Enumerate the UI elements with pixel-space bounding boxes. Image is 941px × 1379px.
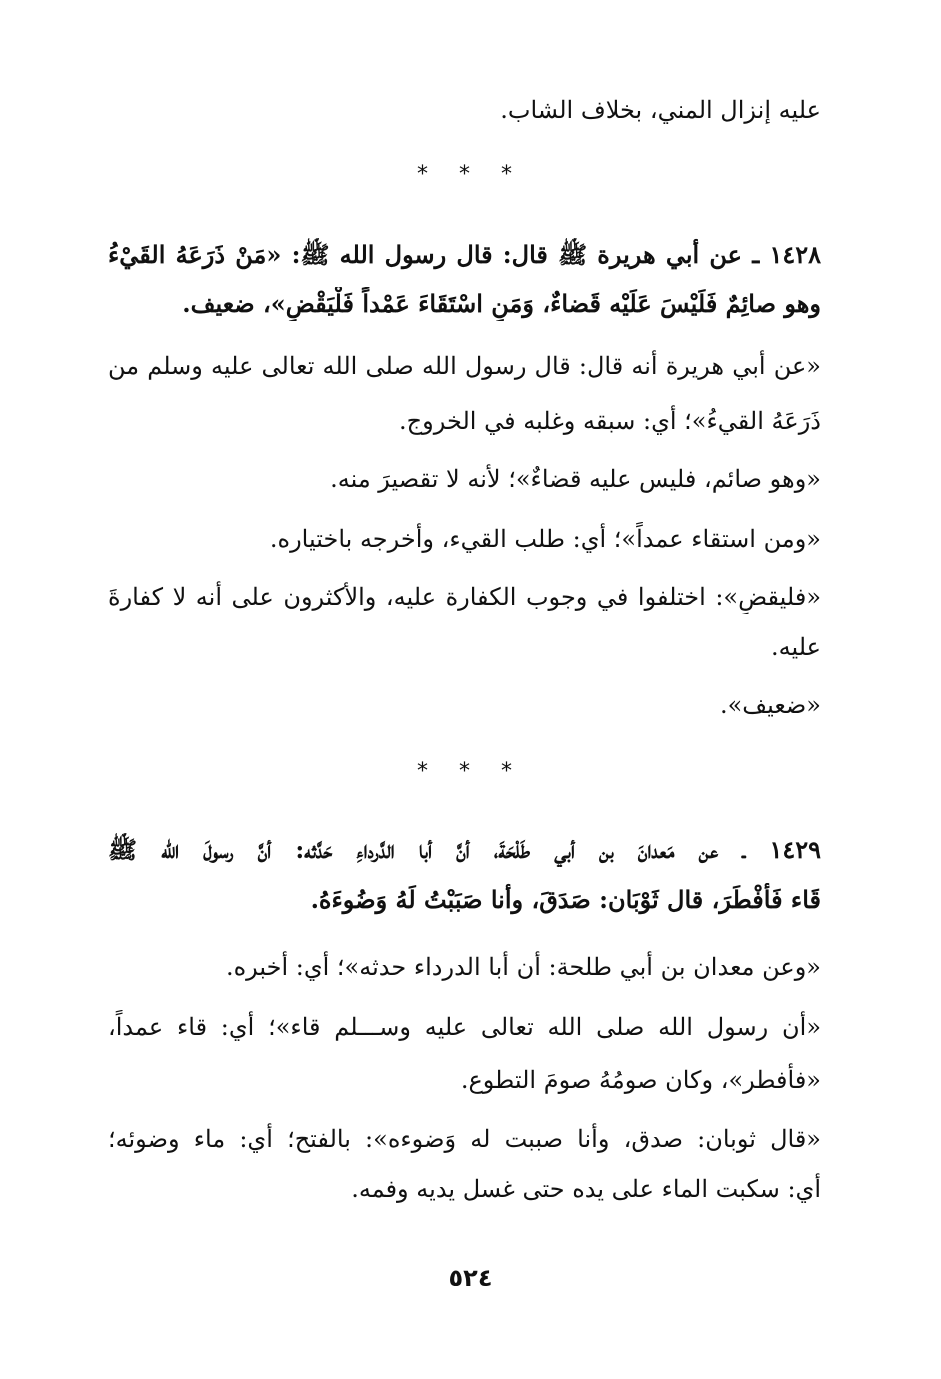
commentary-1428-line-5: «فليقضِ»: اختلفوا في وجوب الكفارة عليه، والأكثرون على أنه لا كفارةَ bbox=[108, 583, 821, 611]
page-number: ٥٢٤ bbox=[448, 1264, 493, 1292]
commentary-1429-line-5: أي: سكبت الماء على يده حتى غسل يديه وفمه. bbox=[351, 1175, 821, 1203]
hadith-1429-line-1: ١٤٢٩ ـ عن مَعدانَ بن أبي طَلْحَةَ، أنَّ أبا الدَّرداءِ حَدَّثه: أنَّ رسولَ الله ﷺ bbox=[108, 835, 821, 864]
commentary-1428-line-2: ذَرَعَهُ القيءُ»؛ أي: سبقه وغلبه في الخروج. bbox=[399, 407, 821, 435]
commentary-1429-line-4: «قال ثوبان: صدق، وأنا صببت له وَضوءه»: بالفتح؛ أي: ماء وضوئه؛ bbox=[108, 1125, 821, 1153]
hadith-1428-line-1: ١٤٢٨ ـ عن أبي هريرة ﷺ قال: قال رسول الله ﷺ: «مَنْ ذَرَعَهُ القَيْءُ bbox=[108, 240, 821, 269]
commentary-1429-line-1: «وعن معدان بن أبي طلحة: أن أبا الدرداء حدثه»؛ أي: أخبره. bbox=[225, 953, 821, 981]
commentary-1428-line-7: «ضعيف». bbox=[719, 691, 821, 719]
commentary-1428-line-3: «وهو صائم، فليس عليه قضاءٌ»؛ لأنه لا تقصيرَ منه. bbox=[330, 465, 821, 493]
commentary-1428-line-6: عليه. bbox=[770, 633, 821, 661]
hadith-1428-line-2: وهو صائِمٌ فَلَيْسَ عَلَيْه قَضاءٌ، وَمَنِ اسْتَقَاءَ عَمْداً فَلْيَقْضِ»، ضعيف. bbox=[182, 289, 821, 318]
hadith-1429-line-2: قَاء فَأَفْطَرَ، قال ثَوْبَان: صَدَقَ، وأنا صَبَبْتُ لَهُ وَضُوءَهُ. bbox=[310, 885, 821, 914]
section-separator-1: * * * bbox=[417, 162, 524, 187]
commentary-1429-line-3: «فأفطر»، وكان صومُهُ صومَ التطوع. bbox=[460, 1066, 821, 1094]
commentary-1429-line-2: «أن رسول الله صلى الله تعالى عليه وســـلم قاء»؛ أي: قاء عمداً، bbox=[108, 1013, 821, 1041]
commentary-1428-line-1: «عن أبي هريرة أنه قال: قال رسول الله صلى الله تعالى عليه وسلم من bbox=[108, 352, 821, 380]
commentary-1428-line-4: «ومن استقاء عمداً»؛ أي: طلب القيء، وأخرجه باختياره. bbox=[269, 525, 821, 553]
text-line-1: عليه إنزال المني، بخلاف الشاب. bbox=[500, 96, 821, 124]
section-separator-2: * * * bbox=[417, 759, 524, 784]
